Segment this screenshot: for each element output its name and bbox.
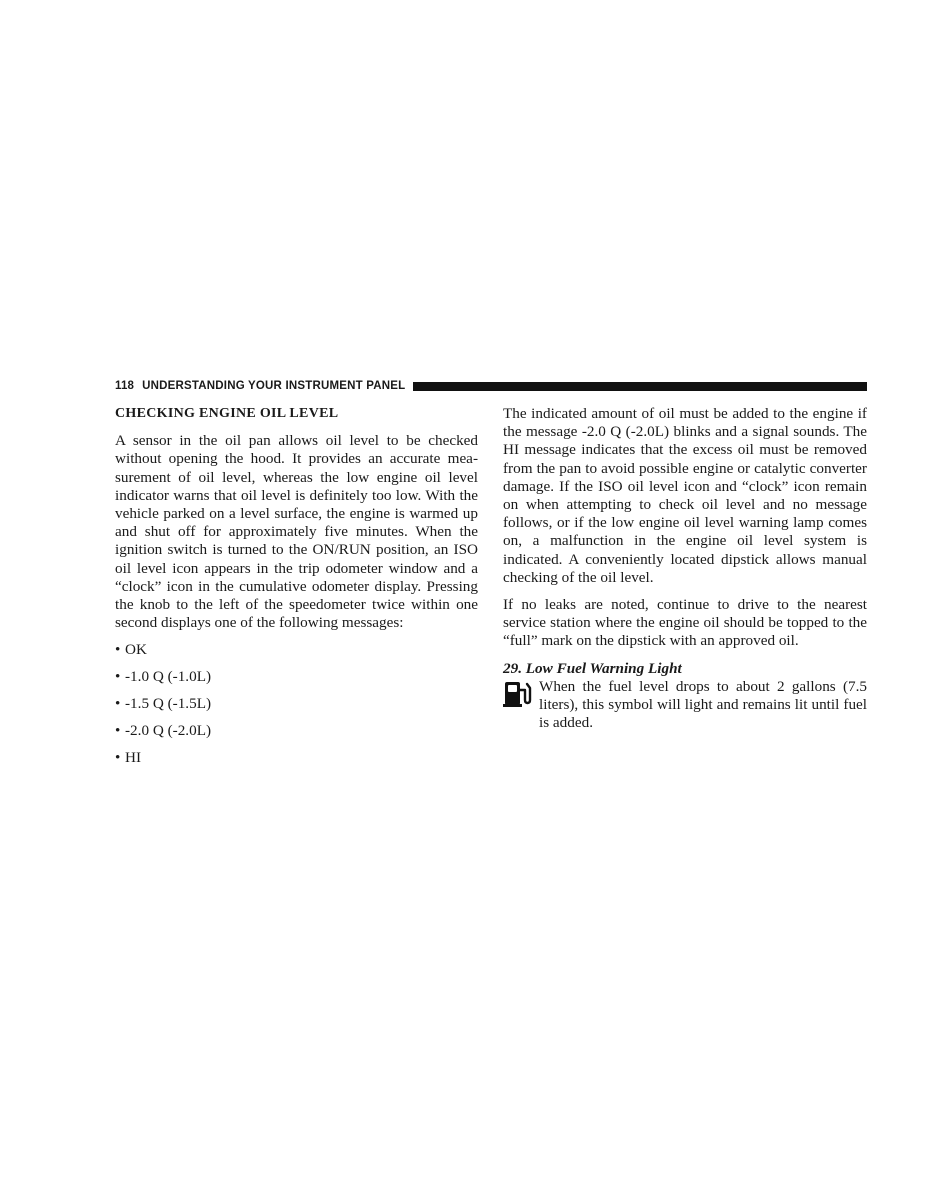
oil-level-heading: CHECKING ENGINE OIL LEVEL bbox=[115, 406, 339, 421]
header-rule bbox=[413, 382, 867, 391]
oil-added-paragraph: The indicated amount of oil must be added to the engine if the message -2.0 Q (-2.0L) blinks and a signal sounds. The HI message indicates that the excess oil must be removed from the pan to avoid possible engine or catalytic converter damage. If the ISO oil level icon and “clock” icon remain on when attempting to check oil level and no message follows, or if the low engine oil level warning lamp comes on, a malfunction in the engine oil level system is indicated. A conveniently located dipstick allows manual checking of the oil level. bbox=[503, 405, 867, 586]
oil-level-paragraph: A sensor in the oil pan allows oil level to be checked without opening the hood. It provides an accurate measurement of oil level, whereas the low engine oil level indicator warns that oil level is definitely too low. With the vehicle parked on a level surface, the engine is warmed up and shut off for approximately five minutes. When the ignition switch is turned to the ON/RUN position, an ISO oil level icon appears in the trip odometer window and a “clock” icon in the cumulative odometer display. Pressing the knob to the left of the speedometer twice within one second displays one of the following messages: bbox=[115, 432, 478, 632]
leaks-paragraph: If no leaks are noted, continue to drive to the nearest service station where the engine oil should be topped to the “full” mark on the dipstick with an approved oil. bbox=[503, 596, 867, 650]
low-fuel-text: When the fuel level drops to about 2 gallons (7.5 liters), this symbol will light and remains lit until fuel is added. bbox=[539, 677, 867, 732]
list-item: • -1.5 Q (-1.5L) bbox=[115, 695, 212, 713]
section-title: UNDERSTANDING YOUR INSTRUMENT PANEL bbox=[142, 380, 406, 392]
page-number: 118 bbox=[115, 380, 135, 392]
list-item: • OK bbox=[115, 641, 147, 659]
page-header bbox=[115, 378, 867, 394]
left-column bbox=[115, 405, 478, 776]
message-list bbox=[115, 641, 478, 767]
list-item: • -1.0 Q (-1.0L) bbox=[115, 668, 212, 686]
list-item: • HI bbox=[115, 749, 142, 767]
fuel-pump-icon bbox=[503, 678, 533, 708]
right-column bbox=[503, 405, 867, 732]
low-fuel-block bbox=[503, 678, 867, 733]
list-item: • -2.0 Q (-2.0L) bbox=[115, 722, 212, 740]
low-fuel-subheading: 29. Low Fuel Warning Light bbox=[503, 659, 682, 677]
